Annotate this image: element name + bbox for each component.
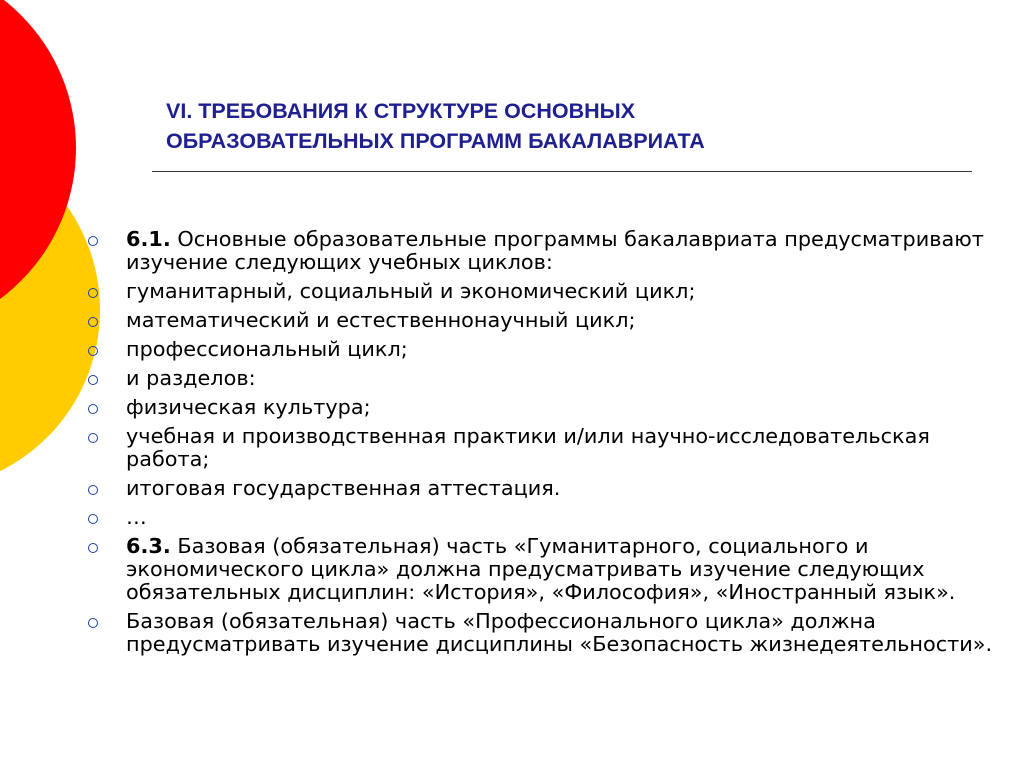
slide-title-line-2: ОБРАЗОВАТЕЛЬНЫХ ПРОГРАММ БАКАЛАВРИАТА [166,129,705,153]
bullet-item [88,309,998,332]
slide-title [166,96,966,156]
bullet-circle-icon [88,288,98,298]
section-number: 6.1. [126,227,171,251]
bullet-text: профессиональный цикл; [126,337,408,361]
bullet-circle-icon [88,375,98,385]
bullet-item [88,280,998,303]
bullet-circle-icon [88,236,98,246]
bullet-text: итоговая государственная аттестация. [126,476,561,500]
bullet-text: Основные образовательные программы бакалавриата предусматривают изучение следующих учебных циклов: [126,227,984,274]
bullet-item [88,396,998,419]
bullet-text: гуманитарный, социальный и экономический цикл; [126,279,696,303]
bullet-item-ellipsis [88,506,998,529]
section-number: 6.3. [126,534,171,558]
bullet-text: Базовая (обязательная) часть «Профессионального цикла» должна предусматривать изучение дисциплины «Безопасность жизнедеятельности». [126,609,993,656]
bullet-text: … [126,505,147,529]
bullet-item [88,425,998,471]
slide-title-line-1: VI. ТРЕБОВАНИЯ К СТРУКТУРЕ ОСНОВНЫХ [166,99,636,123]
bullet-item [88,610,998,656]
bullet-item [88,367,998,390]
bullet-text: Базовая (обязательная) часть «Гуманитарного, социального и экономического цикла» должна предусматривать изучение следующих обязательных дисциплин: «История», «Философия», «Иностранный язык». [126,534,956,604]
bullet-text: и разделов: [126,366,256,390]
bullet-circle-icon [88,543,98,553]
bullet-circle-icon [88,485,98,495]
bullet-circle-icon [88,317,98,327]
bullet-circle-icon [88,404,98,414]
bullet-item-6-3 [88,535,998,604]
bullet-text: физическая культура; [126,395,371,419]
bullet-item-6-1 [88,228,998,274]
bullet-circle-icon [88,346,98,356]
bullet-circle-icon [88,433,98,443]
bullet-item [88,477,998,500]
bullet-circle-icon [88,618,98,628]
bullet-text: учебная и производственная практики и/или научно-исследовательская работа; [126,424,930,471]
bullet-circle-icon [88,514,98,524]
title-divider [152,171,972,172]
bullet-list [88,228,998,662]
bullet-item [88,338,998,361]
bullet-text: математический и естественнонаучный цикл; [126,308,636,332]
